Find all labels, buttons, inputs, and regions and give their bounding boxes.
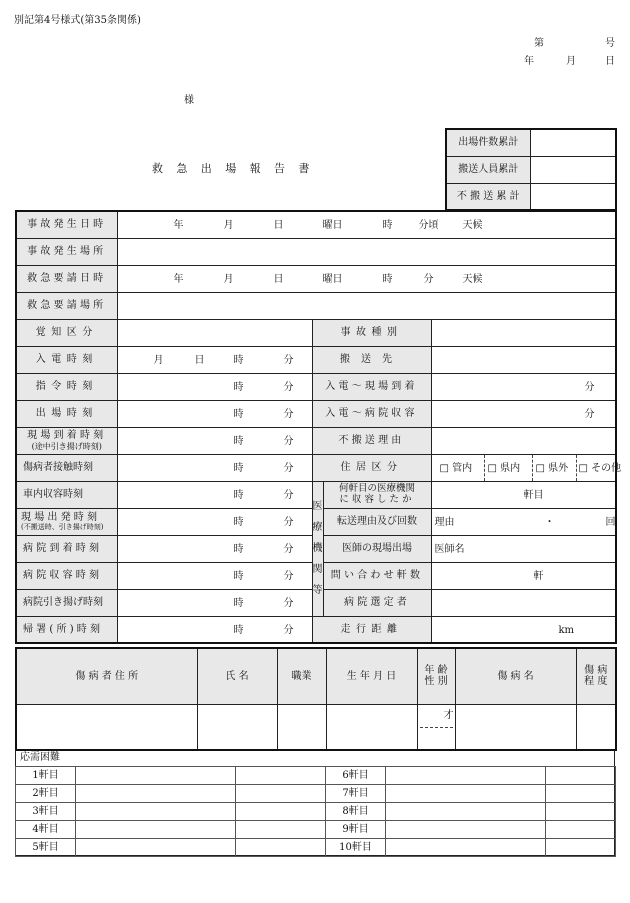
leave-time-field[interactable]	[117, 508, 312, 535]
arrival-hour-unit: 時	[233, 435, 244, 447]
page-title: 救 急 出 場 報 告 書	[152, 162, 315, 175]
call-to-hospital-field[interactable]	[431, 400, 616, 427]
return-time-label: 帰署(所)時刻	[16, 616, 117, 643]
transfer-reason-label: 転送理由及び回数	[323, 508, 431, 535]
incident-weekday-unit: 曜日	[322, 220, 343, 231]
residence-type-field	[431, 454, 622, 481]
patient-disease-header: 傷 病 名	[455, 648, 576, 704]
difficulty-left-field[interactable]	[76, 803, 236, 821]
arrival-time-label-main: 現場到着時刻	[27, 430, 107, 442]
incident-minute-unit: 分頃	[418, 220, 439, 231]
report-date-day: 日	[605, 56, 615, 67]
no-transport-reason-label: 不搬送理由	[312, 427, 431, 454]
patient-name-header: 氏 名	[197, 648, 277, 704]
call-hour-unit: 時	[233, 354, 244, 366]
contact-time-field[interactable]	[117, 454, 312, 481]
patient-address-field[interactable]	[16, 704, 197, 750]
hospital-selector-field[interactable]	[431, 589, 616, 616]
incident-date-field[interactable]	[117, 211, 616, 238]
request-weather-label: 天候	[462, 273, 483, 285]
destination-label: 搬送先	[312, 346, 431, 373]
leave-time-label-main: 現場出発時刻	[21, 511, 101, 523]
difficulty-left-extra[interactable]	[236, 767, 326, 785]
in-car-time-field[interactable]	[117, 481, 312, 508]
report-date-year: 年	[524, 56, 534, 67]
residence-option-other[interactable]: □ その他	[578, 462, 622, 474]
difficulty-left-label: 4軒目	[16, 821, 76, 839]
in-car-time-label: 車内収容時刻	[16, 481, 117, 508]
which-facility-field[interactable]	[431, 481, 616, 508]
residence-option-outside[interactable]: □ 県外	[535, 462, 569, 474]
call-to-hospital-minute-unit: 分	[584, 408, 595, 420]
residence-divider	[576, 455, 577, 481]
contact-hour-unit: 時	[233, 462, 244, 474]
dispatch-time-field[interactable]	[117, 400, 312, 427]
medical-char: 医	[312, 501, 323, 512]
difficulty-right-extra[interactable]	[546, 803, 616, 821]
contact-minute-unit: 分	[283, 462, 294, 474]
difficulty-left-label: 1軒目	[16, 767, 76, 785]
hospital-arrival-label: 病院到着時刻	[16, 535, 117, 562]
difficulty-right-extra[interactable]	[546, 839, 616, 857]
patient-table	[15, 647, 617, 751]
difficulty-left-extra[interactable]	[236, 839, 326, 857]
dispatch-time-label: 出場時刻	[16, 400, 117, 427]
difficulty-right-extra[interactable]	[546, 821, 616, 839]
request-month-unit: 月	[223, 273, 234, 285]
form-number: 別記第4号様式(第35条関係)	[14, 15, 141, 26]
hospital-arrival-minute-unit: 分	[283, 543, 294, 555]
call-to-hospital-label: 入電～病院収容	[312, 400, 431, 427]
difficulty-left-label: 5軒目	[16, 839, 76, 857]
in-car-hour-unit: 時	[233, 489, 244, 501]
arrival-time-label	[16, 427, 117, 454]
distance-label: 走行距離	[312, 616, 431, 643]
report-no-prefix: 第	[534, 38, 544, 49]
patient-address-header: 傷 病 者 住 所	[16, 648, 197, 704]
incident-place-field[interactable]	[117, 238, 616, 265]
incident-month-unit: 月	[223, 220, 234, 231]
patient-severity-header	[576, 648, 616, 704]
sex-header-line: 性 別	[424, 676, 448, 688]
doctor-on-scene-field[interactable]	[431, 535, 616, 562]
destination-field[interactable]	[431, 346, 616, 373]
medical-char: 療	[312, 522, 323, 533]
difficulty-right-label: 6軒目	[326, 767, 386, 785]
hospital-arrival-hour-unit: 時	[233, 543, 244, 555]
request-place-field[interactable]	[117, 292, 616, 319]
call-to-scene-minute-unit: 分	[584, 381, 595, 393]
medical-char: 等	[312, 585, 323, 596]
age-unit: 才	[443, 709, 454, 721]
arrival-minute-unit: 分	[283, 435, 294, 447]
incident-date-label: 事故発生日時	[16, 211, 117, 238]
severity-header-line2: 程 度	[584, 676, 608, 688]
distance-unit: km	[558, 624, 575, 636]
residence-divider	[532, 455, 533, 481]
cumulative-no-transport-label: 不 搬 送 累 計	[446, 183, 530, 210]
hospital-leave-field[interactable]	[117, 589, 312, 616]
call-month-unit: 月	[153, 354, 164, 366]
inquiries-unit: 軒	[533, 570, 544, 582]
difficulty-left-field[interactable]	[76, 767, 236, 785]
command-hour-unit: 時	[233, 381, 244, 393]
dispatch-hour-unit: 時	[233, 408, 244, 420]
difficulty-left-label: 2軒目	[16, 785, 76, 803]
command-time-field[interactable]	[117, 373, 312, 400]
contact-time-label: 傷病者接触時刻	[16, 454, 117, 481]
in-car-minute-unit: 分	[283, 489, 294, 501]
difficulty-right-extra[interactable]	[546, 785, 616, 803]
call-to-scene-label: 入電～現場到着	[312, 373, 431, 400]
cumulative-transport-value[interactable]	[530, 156, 616, 183]
difficulty-right-field[interactable]	[386, 785, 546, 803]
incident-place-label: 事故発生場所	[16, 238, 117, 265]
difficulty-left-label: 3軒目	[16, 803, 76, 821]
difficulty-left-field[interactable]	[76, 821, 236, 839]
call-day-unit: 日	[194, 354, 205, 366]
cumulative-table	[445, 128, 617, 211]
command-time-label: 指令時刻	[16, 373, 117, 400]
command-minute-unit: 分	[283, 381, 294, 393]
call-time-field[interactable]	[117, 346, 312, 373]
patient-job-field[interactable]	[277, 704, 326, 750]
main-report-table	[15, 210, 622, 644]
incident-year-unit: 年	[173, 220, 184, 231]
incident-weather-label: 天候	[462, 220, 483, 231]
patient-job-header: 職業	[277, 648, 326, 704]
incident-hour-unit: 時	[382, 220, 393, 231]
difficulty-right-label: 8軒目	[326, 803, 386, 821]
leave-minute-unit: 分	[283, 516, 294, 528]
difficulty-right-field[interactable]	[386, 803, 546, 821]
transfer-count-unit: 回	[605, 516, 616, 528]
dispatch-minute-unit: 分	[283, 408, 294, 420]
leave-time-label-sub: (不搬送時、引き揚げ時刻)	[21, 523, 104, 532]
difficulty-right-field[interactable]	[386, 821, 546, 839]
hospital-admit-label: 病院収容時刻	[16, 562, 117, 589]
arrival-time-field[interactable]	[117, 427, 312, 454]
age-header-line: 年 齢	[424, 664, 448, 676]
difficulty-left-extra[interactable]	[236, 803, 326, 821]
residence-type-label: 住居区分	[312, 454, 431, 481]
hospital-leave-hour-unit: 時	[233, 597, 244, 609]
transfer-reason-bullet: ・	[544, 516, 555, 528]
medical-char: 機	[312, 543, 323, 554]
request-hour-unit: 時	[382, 273, 393, 285]
difficulty-right-extra[interactable]	[546, 767, 616, 785]
hospital-selector-label: 病院選定者	[323, 589, 431, 616]
hospital-admit-minute-unit: 分	[283, 570, 294, 582]
call-time-label: 入電時刻	[16, 346, 117, 373]
which-facility-label-line1: 何軒目の医療機関	[338, 482, 415, 494]
patient-dob-field[interactable]	[326, 704, 417, 750]
difficulty-right-field[interactable]	[386, 767, 546, 785]
patient-name-field[interactable]	[197, 704, 277, 750]
hospital-admit-hour-unit: 時	[233, 570, 244, 582]
inquiries-label: 問い合わせ軒数	[323, 562, 431, 589]
difficulty-right-label: 9軒目	[326, 821, 386, 839]
incident-day-unit: 日	[273, 220, 284, 231]
doctor-on-scene-label: 医師の現場出場	[323, 535, 431, 562]
leave-time-label	[16, 508, 117, 535]
difficulty-left-field[interactable]	[76, 839, 236, 857]
patient-dob-header: 生 年 月 日	[326, 648, 417, 704]
return-hour-unit: 時	[233, 624, 244, 636]
request-date-field[interactable]	[117, 265, 616, 292]
age-sex-divider	[420, 727, 453, 728]
request-minute-unit: 分	[423, 273, 434, 285]
addressee-honorific: 様	[184, 95, 194, 106]
hospital-arrival-field[interactable]	[117, 535, 312, 562]
request-place-label: 救急要請場所	[16, 292, 117, 319]
transfer-reason-field[interactable]	[431, 508, 616, 535]
transfer-reason-prefix: 理由	[434, 516, 455, 528]
residence-divider	[484, 455, 485, 481]
severity-header-line1: 傷 病	[584, 664, 608, 676]
cumulative-no-transport-value[interactable]	[530, 183, 616, 210]
patient-age-sex-header	[417, 648, 455, 704]
inquiries-field[interactable]	[431, 562, 616, 589]
request-day-unit: 日	[273, 273, 284, 285]
cumulative-transport-label: 搬送人員累計	[446, 156, 530, 183]
patient-age-sex-field[interactable]	[417, 704, 455, 750]
return-time-field[interactable]	[117, 616, 312, 643]
accident-type-field[interactable]	[431, 319, 616, 346]
which-facility-unit: 軒目	[523, 489, 544, 501]
hospital-leave-label: 病院引き揚げ時刻	[16, 589, 117, 616]
difficulty-left-extra[interactable]	[236, 785, 326, 803]
difficulty-left-extra[interactable]	[236, 821, 326, 839]
call-to-scene-field[interactable]	[431, 373, 616, 400]
notice-type-label: 覚知区分	[16, 319, 117, 346]
request-year-unit: 年	[173, 273, 184, 285]
report-no-suffix: 号	[605, 38, 615, 49]
arrival-time-label-sub: (途中引き揚げ時刻)	[31, 441, 102, 451]
return-minute-unit: 分	[283, 624, 294, 636]
notice-type-field[interactable]	[117, 319, 312, 346]
difficulty-left-field[interactable]	[76, 785, 236, 803]
accident-type-label: 事故種別	[312, 319, 431, 346]
no-transport-reason-field[interactable]	[431, 427, 616, 454]
hospital-admit-field[interactable]	[117, 562, 312, 589]
medical-institution-group-label	[312, 481, 323, 616]
distance-field[interactable]	[431, 616, 616, 643]
patient-severity-field[interactable]	[576, 704, 616, 750]
hospital-leave-minute-unit: 分	[283, 597, 294, 609]
medical-char: 関	[312, 564, 323, 575]
which-facility-label-line2: に収容したか	[339, 493, 415, 505]
difficulty-table	[15, 766, 616, 857]
difficulty-right-label: 7軒目	[326, 785, 386, 803]
difficulty-title: 応需困難	[20, 752, 60, 763]
leave-hour-unit: 時	[233, 516, 244, 528]
request-date-label: 救急要請日時	[16, 265, 117, 292]
report-date-month: 月	[566, 56, 576, 67]
doctor-name-prefix: 医師名	[434, 543, 465, 555]
cumulative-dispatch-value[interactable]	[530, 129, 616, 156]
residence-option-prefecture[interactable]: □ 県内	[487, 462, 521, 474]
difficulty-right-field[interactable]	[386, 839, 546, 857]
call-minute-unit: 分	[283, 354, 294, 366]
difficulty-right-label: 10軒目	[326, 839, 386, 857]
request-weekday-unit: 曜日	[322, 273, 343, 285]
cumulative-dispatch-label: 出場件数累計	[446, 129, 530, 156]
patient-disease-field[interactable]	[455, 704, 576, 750]
residence-option-local[interactable]: □ 管内	[439, 462, 473, 474]
which-facility-label	[323, 481, 431, 508]
